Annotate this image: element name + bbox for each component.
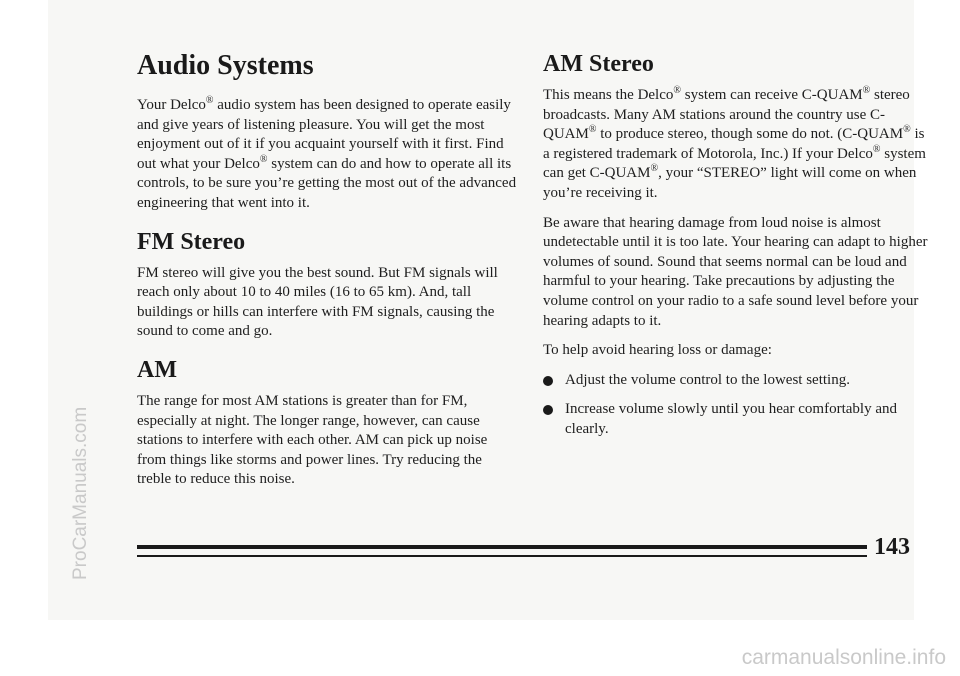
- page-number: 143: [874, 534, 910, 560]
- hearing-damage-paragraph: Be aware that hearing damage from loud noise is almost undetectable until it is too late. Your hearing can adapt to higher volumes of sound. Sound that seems normal can be loud and harmful to your hearing. Take precautions by adjusting the volume control on your radio to a safe sound level before your hearing adapts to it.: [543, 214, 928, 329]
- list-item: Increase volume slowly until you hear comfortably and clearly.: [543, 400, 928, 439]
- bullet-icon: [543, 405, 553, 415]
- watermark-text: ProCarManuals.com: [70, 406, 91, 580]
- registered-mark: ®: [650, 163, 659, 175]
- heading-fm-stereo: FM Stereo: [137, 228, 246, 255]
- section-title-audio-systems: Audio Systems: [137, 50, 314, 81]
- am-paragraph: The range for most AM stations is greater than for FM, especially at night. The longer range, however, can cause stations to interfere with each other. AM can pick up noise from things like storms and power lines. Try reducing the treble to reduce this noise.: [137, 392, 488, 488]
- am-stereo-paragraph: This means the Delco® system can receive C-QUAM® stereo broadcasts. Many AM stations around the country use C-QUAM® to produce stereo, though some do not. (C-QUAM® is a registered trademark of Motorola, Inc.) If your Delco® system can get C-QUAM®, your “STEREO” light will come on when you’re receiving it.: [543, 85, 926, 201]
- intro-paragraph: Your Delco® audio system has been designed to operate easily and give years of listening pleasure. You will get the most enjoyment out of it if you acquaint yourself with it first. Find out what your Delco® system can do and how to operate all its controls, to be sure you’re getting the most out of the advanced engineering that went into it.: [137, 95, 517, 211]
- am-section: [137, 356, 519, 490]
- registered-mark: ®: [673, 85, 681, 96]
- registered-mark: ®: [872, 143, 881, 155]
- fm-stereo-section: [137, 228, 519, 342]
- manual-page: [48, 0, 928, 620]
- footer-rule-thin: [137, 555, 867, 557]
- site-watermark: carmanualsonline.info: [741, 646, 946, 669]
- fm-stereo-paragraph: FM stereo will give you the best sound. But FM signals will reach only about 10 to 40 miles (16 to 65 km). And, tall buildings or hills can interfere with FM signals, causing the sound to come and go.: [137, 264, 498, 340]
- list-item: Adjust the volume control to the lowest setting.: [543, 371, 928, 391]
- registered-mark: ®: [862, 85, 871, 96]
- heading-am: AM: [137, 356, 177, 383]
- left-column: [137, 50, 519, 500]
- heading-am-stereo: AM Stereo: [543, 51, 654, 77]
- bullet-icon: [543, 376, 553, 386]
- registered-mark: ®: [903, 124, 911, 136]
- registered-mark: ®: [588, 124, 597, 136]
- right-column: [543, 50, 928, 450]
- hearing-tips-list: [543, 371, 928, 440]
- registered-mark: ®: [259, 153, 268, 165]
- registered-mark: ®: [205, 95, 214, 106]
- hearing-tips-intro: To help avoid hearing loss or damage:: [543, 342, 772, 359]
- footer-rule: [137, 545, 867, 549]
